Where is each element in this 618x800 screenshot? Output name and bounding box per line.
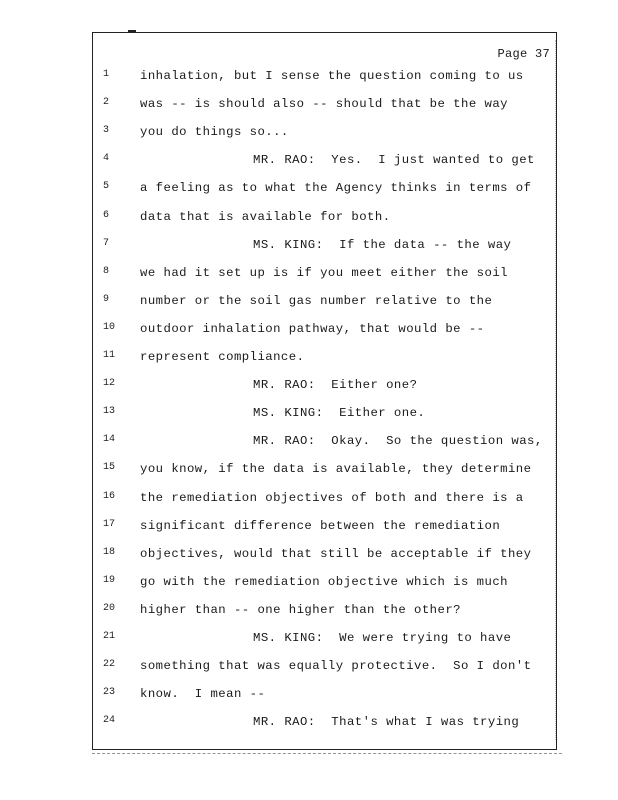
transcript-line [93, 69, 556, 85]
bottom-rule [92, 751, 562, 754]
transcript-line [93, 547, 556, 563]
line-number: 13 [103, 406, 116, 418]
line-number: 5 [103, 181, 110, 193]
line-text: MS. KING: We were trying to have [253, 631, 512, 645]
line-number: 20 [103, 602, 116, 614]
line-number: 22 [103, 659, 116, 671]
line-number: 21 [103, 631, 116, 642]
transcript-line [93, 238, 556, 254]
transcript-line [93, 462, 556, 478]
line-text: the remediation objectives of both and there is a [140, 490, 524, 505]
line-number: 4 [103, 153, 110, 165]
line-text: represent compliance. [140, 350, 305, 364]
line-text: higher than -- one higher than the other? [140, 602, 462, 617]
transcript-line [93, 631, 556, 647]
line-text: you do things so... [140, 125, 289, 140]
line-number: 1 [103, 69, 110, 80]
line-text: you know, if the data is available, they determine [140, 462, 532, 477]
line-number: 9 [103, 293, 110, 305]
line-number: 6 [103, 209, 110, 221]
transcript-line [93, 603, 556, 619]
page-number: Page 37 [497, 47, 550, 61]
line-number: 11 [103, 350, 116, 361]
line-text: go with the remediation objective which is much [140, 574, 508, 589]
line-text: significant difference between the remediation [140, 518, 501, 533]
line-text: data that is available for both. [140, 209, 391, 224]
line-text: inhalation, but I sense the question coming to us [140, 69, 524, 83]
line-number: 2 [103, 97, 110, 109]
line-number: 16 [103, 490, 116, 502]
transcript-page [92, 32, 557, 750]
line-text: MR. RAO: That's what I was trying [253, 715, 520, 730]
line-text: MR. RAO: Yes. I just wanted to get [253, 153, 535, 168]
line-number: 17 [103, 518, 116, 530]
line-text: something that was equally protective. So I don't [140, 659, 532, 674]
transcript-line [93, 266, 556, 282]
transcript-line [93, 715, 556, 731]
line-number: 23 [103, 687, 116, 699]
line-number: 12 [103, 378, 116, 390]
line-number: 19 [103, 574, 116, 586]
transcript-line [93, 322, 556, 338]
line-number: 8 [103, 265, 110, 277]
transcript-line [93, 125, 556, 141]
line-text: MS. KING: Either one. [253, 406, 426, 421]
line-text: MR. RAO: Okay. So the question was, [253, 434, 543, 449]
line-number: 3 [103, 125, 110, 137]
transcript-line [93, 350, 556, 366]
line-text: outdoor inhalation pathway, that would be -- [140, 321, 485, 336]
transcript-line [93, 97, 556, 113]
transcript-line [93, 687, 556, 703]
transcript-line [93, 406, 556, 422]
transcript-line [93, 210, 556, 226]
transcript-line [93, 434, 556, 450]
line-text: MR. RAO: Either one? [253, 378, 418, 393]
line-number: 15 [103, 462, 116, 474]
transcript-line [93, 294, 556, 310]
line-text: a feeling as to what the Agency thinks in terms of [140, 181, 532, 196]
line-number: 14 [103, 434, 116, 446]
transcript-line [93, 575, 556, 591]
line-number: 24 [103, 715, 116, 727]
transcript-line [93, 491, 556, 507]
line-text: know. I mean -- [140, 687, 266, 702]
line-text: was -- is should also -- should that be the way [140, 97, 508, 112]
line-text: we had it set up is if you meet either the soil [140, 265, 508, 280]
line-number: 10 [103, 321, 116, 333]
line-text: objectives, would that still be acceptable if they [140, 546, 532, 561]
line-text: MS. KING: If the data -- the way [253, 237, 512, 252]
line-number: 18 [103, 546, 116, 558]
transcript-line [93, 519, 556, 535]
transcript-line [93, 659, 556, 675]
transcript-line [93, 153, 556, 169]
line-text: number or the soil gas number relative to the [140, 293, 493, 308]
line-number: 7 [103, 237, 110, 249]
transcript-line [93, 378, 556, 394]
transcript-line [93, 181, 556, 197]
